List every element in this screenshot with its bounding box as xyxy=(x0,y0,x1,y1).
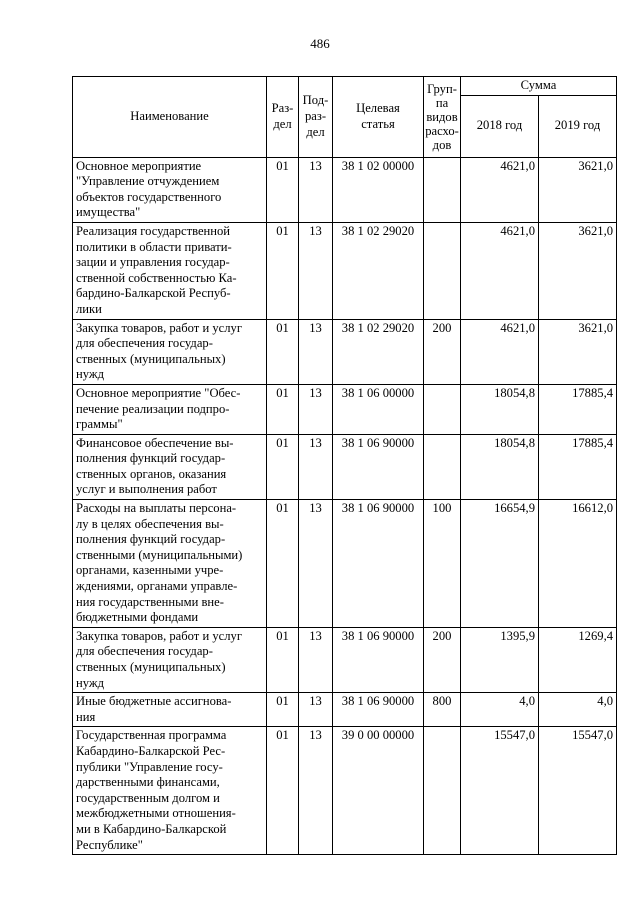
header-year-2019: 2019 год xyxy=(539,95,617,157)
cell-razdel: 01 xyxy=(267,384,299,434)
cell-target: 39 0 00 00000 xyxy=(333,727,424,855)
cell-podrazdel: 13 xyxy=(299,384,333,434)
cell-target: 38 1 02 29020 xyxy=(333,222,424,319)
cell-name-line: Финансовое обеспечение вы- xyxy=(76,435,234,450)
cell-podrazdel: 13 xyxy=(299,500,333,628)
cell-name-line: для обеспечения государ- xyxy=(76,336,213,351)
cell-name-line: ственными (муниципальными) xyxy=(76,547,243,562)
table-header xyxy=(73,77,617,158)
table-row xyxy=(73,693,617,727)
cell-2018: 4621,0 xyxy=(461,157,539,222)
cell-name-line: ния государственными вне- xyxy=(76,594,224,609)
cell-name xyxy=(73,384,267,434)
cell-name xyxy=(73,319,267,384)
cell-podrazdel: 13 xyxy=(299,434,333,499)
cell-name-line: граммы" xyxy=(76,417,123,432)
cell-name-line: Реализация государственной xyxy=(76,223,231,238)
cell-name-line: Основное мероприятие "Обес- xyxy=(76,385,241,400)
cell-podrazdel: 13 xyxy=(299,222,333,319)
cell-name-line: бюджетными фондами xyxy=(76,610,199,625)
cell-podrazdel: 13 xyxy=(299,627,333,692)
cell-name-line: Основное мероприятие xyxy=(76,158,202,173)
table-row xyxy=(73,627,617,692)
cell-name-line: полнения функций государ- xyxy=(76,532,226,547)
cell-name-line: объектов государственного xyxy=(76,189,222,204)
cell-2018: 18054,8 xyxy=(461,434,539,499)
cell-2019: 17885,4 xyxy=(539,384,617,434)
cell-name-line: государственным долгом и xyxy=(76,790,220,805)
cell-name-line: Расходы на выплаты персона- xyxy=(76,501,237,516)
cell-name xyxy=(73,222,267,319)
cell-razdel: 01 xyxy=(267,693,299,727)
cell-target: 38 1 06 90000 xyxy=(333,693,424,727)
cell-name-line: полнения функций государ- xyxy=(76,451,226,466)
cell-name-line: Закупка товаров, работ и услуг xyxy=(76,628,242,643)
cell-2018: 4621,0 xyxy=(461,319,539,384)
cell-razdel: 01 xyxy=(267,627,299,692)
cell-group xyxy=(424,157,461,222)
cell-target: 38 1 06 00000 xyxy=(333,384,424,434)
cell-2018: 18054,8 xyxy=(461,384,539,434)
cell-target: 38 1 02 00000 xyxy=(333,157,424,222)
cell-name-line: Закупка товаров, работ и услуг xyxy=(76,320,242,335)
cell-group: 800 xyxy=(424,693,461,727)
cell-name-line: ждениями, органами управле- xyxy=(76,579,238,594)
cell-2019: 1269,4 xyxy=(539,627,617,692)
cell-razdel: 01 xyxy=(267,222,299,319)
cell-target: 38 1 06 90000 xyxy=(333,500,424,628)
cell-podrazdel: 13 xyxy=(299,693,333,727)
cell-podrazdel: 13 xyxy=(299,727,333,855)
cell-name-line: ственных (муниципальных) xyxy=(76,351,226,366)
cell-name-line: Кабардино-Балкарской Рес- xyxy=(76,743,226,758)
cell-name-line: ми в Кабардино-Балкарской xyxy=(76,821,227,836)
page-number: 486 xyxy=(310,36,330,51)
cell-name-line: услуг и выполнения работ xyxy=(76,482,217,497)
cell-name-line: ния xyxy=(76,709,96,724)
cell-name xyxy=(73,434,267,499)
cell-group: 200 xyxy=(424,627,461,692)
cell-name-line: ственной собственностью Ка- xyxy=(76,270,237,285)
cell-2018: 4,0 xyxy=(461,693,539,727)
cell-group xyxy=(424,434,461,499)
cell-name-line: лу в целях обеспечения вы- xyxy=(76,516,224,531)
header-name: Наименование xyxy=(73,77,267,158)
table-row xyxy=(73,319,617,384)
cell-name-line: зации и управления государ- xyxy=(76,255,230,270)
table-row xyxy=(73,157,617,222)
cell-name-line: имущества" xyxy=(76,205,141,220)
cell-razdel: 01 xyxy=(267,157,299,222)
cell-target: 38 1 02 29020 xyxy=(333,319,424,384)
cell-name-line: Республике" xyxy=(76,837,143,852)
cell-name-line: лики xyxy=(76,301,102,316)
cell-name-line: дарственными финансами, xyxy=(76,775,220,790)
table-row xyxy=(73,384,617,434)
cell-target: 38 1 06 90000 xyxy=(333,434,424,499)
cell-name xyxy=(73,500,267,628)
cell-2018: 4621,0 xyxy=(461,222,539,319)
cell-podrazdel: 13 xyxy=(299,157,333,222)
cell-name-line: Иные бюджетные ассигнова- xyxy=(76,694,232,709)
cell-name xyxy=(73,727,267,855)
header-razdel: Раз- дел xyxy=(267,77,299,158)
cell-razdel: 01 xyxy=(267,319,299,384)
cell-group xyxy=(424,384,461,434)
cell-razdel: 01 xyxy=(267,434,299,499)
table-row xyxy=(73,727,617,855)
cell-2019: 4,0 xyxy=(539,693,617,727)
cell-name-line: Государственная программа xyxy=(76,728,227,743)
cell-group xyxy=(424,727,461,855)
cell-2019: 3621,0 xyxy=(539,319,617,384)
cell-2019: 3621,0 xyxy=(539,222,617,319)
cell-razdel: 01 xyxy=(267,727,299,855)
header-year-2018: 2018 год xyxy=(461,95,539,157)
cell-group: 100 xyxy=(424,500,461,628)
cell-name-line: печение реализации подпро- xyxy=(76,401,230,416)
cell-name-line: межбюджетными отношения- xyxy=(76,806,236,821)
budget-table xyxy=(72,76,617,855)
header-podrazdel: Под- раз- дел xyxy=(299,77,333,158)
cell-name-line: органами, казенными учре- xyxy=(76,563,224,578)
cell-name-line: ственных (муниципальных) xyxy=(76,660,226,674)
table-row xyxy=(73,500,617,628)
cell-2019: 17885,4 xyxy=(539,434,617,499)
cell-2019: 16612,0 xyxy=(539,500,617,628)
cell-2018: 16654,9 xyxy=(461,500,539,628)
cell-podrazdel: 13 xyxy=(299,319,333,384)
table-row xyxy=(73,222,617,319)
cell-name-line: бардино-Балкарской Респуб- xyxy=(76,286,231,301)
header-group: Груп- па видов расхо- дов xyxy=(424,77,461,158)
cell-name-line: ственных органов, оказания xyxy=(76,466,227,481)
cell-name-line: для обеспечения государ- xyxy=(76,644,213,659)
cell-group: 200 xyxy=(424,319,461,384)
header-sum: Сумма xyxy=(461,77,617,96)
cell-target: 38 1 06 90000 xyxy=(333,627,424,692)
table-row xyxy=(73,434,617,499)
cell-name-line: политики в области привати- xyxy=(76,239,232,254)
cell-name-line: нужд xyxy=(76,675,104,690)
cell-name xyxy=(73,157,267,222)
cell-name xyxy=(73,693,267,727)
cell-name-line: публики "Управление госу- xyxy=(76,759,223,774)
cell-razdel: 01 xyxy=(267,500,299,628)
cell-name-line: нужд xyxy=(76,367,104,382)
cell-2019: 3621,0 xyxy=(539,157,617,222)
cell-2018: 15547,0 xyxy=(461,727,539,855)
cell-name-line: "Управление отчуждением xyxy=(76,174,220,189)
cell-name xyxy=(73,627,267,692)
cell-2019: 15547,0 xyxy=(539,727,617,855)
cell-group xyxy=(424,222,461,319)
header-target: Целевая статья xyxy=(333,77,424,158)
cell-2018: 1395,9 xyxy=(461,627,539,692)
table-body xyxy=(73,157,617,855)
